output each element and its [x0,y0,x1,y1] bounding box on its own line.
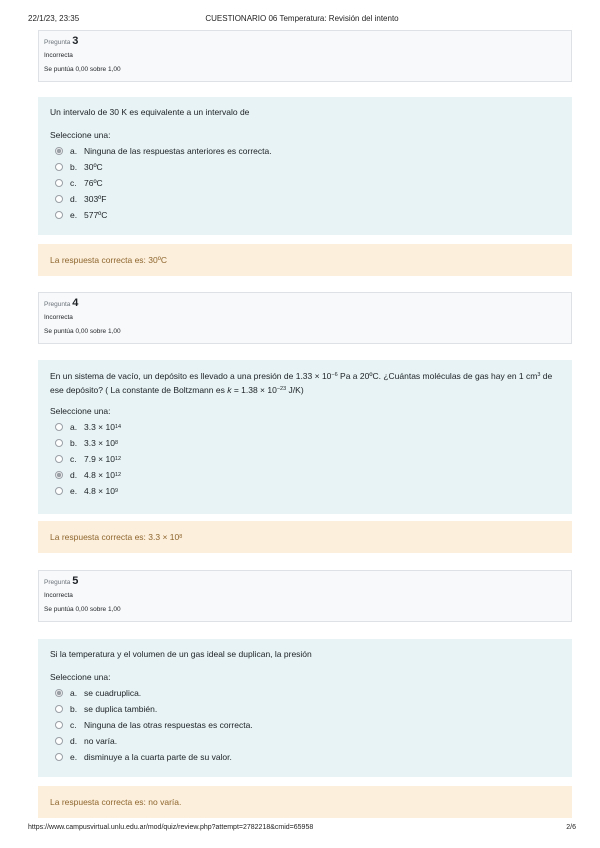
page-number: 2/6 [566,824,576,831]
print-title: CUESTIONARIO 06 Temperatura: Revisión del intento [205,14,399,23]
page-url: https://www.campusvirtual.unlu.edu.ar/mod/quiz/review.php?attempt=2782218&cmid=65958 [28,824,314,831]
answer-option-a[interactable]: a. 3.3 × 10 14 [50,419,560,435]
question-label: Pregunta [44,39,71,46]
answer-option-c[interactable]: c. Ninguna de las otras respuestas es correcta. [50,717,560,733]
answer-option-c[interactable]: c. 76ºC [50,175,560,191]
question-grade: Se puntúa 0,00 sobre 1,00 [44,66,121,73]
answer-option-d[interactable]: d. no varía. [50,733,560,749]
answer-option-a[interactable]: a. Ninguna de las respuestas anteriores es correcta. [50,143,560,159]
answer-option-d[interactable]: d. 4.8 × 10 12 [50,467,560,483]
question-label: Pregunta [44,579,71,586]
question-4-info [38,292,572,344]
answer-option-b[interactable]: b. 3.3 × 10 8 [50,435,560,451]
question-state: Incorrecta [44,592,73,599]
print-header [28,14,576,26]
question-number [44,36,566,47]
radio-icon[interactable] [55,147,63,155]
answer-option-e[interactable]: e. 577ºC [50,207,560,223]
answer-list [50,685,560,765]
print-date: 22/1/23, 23:35 [28,14,80,23]
radio-icon[interactable] [55,721,63,729]
question-text: Un intervalo de 30 K es equivalente a un intervalo de [50,107,250,117]
answer-option-b[interactable]: b. 30ºC [50,159,560,175]
radio-icon[interactable] [55,439,63,447]
radio-icon[interactable] [55,737,63,745]
question-4-formulation [38,360,572,514]
answer-prompt: Seleccione una: [50,130,111,140]
question-3-info [38,30,572,82]
radio-icon[interactable] [55,179,63,187]
radio-icon[interactable] [55,753,63,761]
question-number [44,576,566,587]
question-number-value: 3 [72,35,79,47]
radio-icon[interactable] [55,423,63,431]
radio-icon[interactable] [55,195,63,203]
print-footer [28,824,576,836]
radio-icon[interactable] [55,471,63,479]
answer-option-b[interactable]: b. se duplica también. [50,701,560,717]
question-3-feedback: La respuesta correcta es: 30ºC [38,244,572,276]
question-state: Incorrecta [44,52,73,59]
radio-icon[interactable] [55,705,63,713]
question-grade: Se puntúa 0,00 sobre 1,00 [44,606,121,613]
question-3-formulation [38,97,572,235]
question-4-feedback: La respuesta correcta es: 3.3 × 10 8 [38,521,572,553]
radio-icon[interactable] [55,487,63,495]
answer-prompt: Seleccione una: [50,672,111,682]
answer-option-a[interactable]: a. se cuadruplica. [50,685,560,701]
question-number-value: 5 [72,575,79,587]
question-5-formulation [38,639,572,777]
question-state: Incorrecta [44,314,73,321]
answer-option-d[interactable]: d. 303ºF [50,191,560,207]
answer-option-e[interactable]: e. disminuye a la cuarta parte de su valor. [50,749,560,765]
question-label: Pregunta [44,301,71,308]
radio-icon[interactable] [55,689,63,697]
radio-icon[interactable] [55,211,63,219]
answer-list [50,419,560,499]
answer-prompt: Seleccione una: [50,406,111,416]
question-5-info [38,570,572,622]
answer-option-c[interactable]: c. 7.9 × 10 12 [50,451,560,467]
question-5-feedback: La respuesta correcta es: no varía. [38,786,572,818]
answer-option-e[interactable]: e. 4.8 × 10 9 [50,483,560,499]
question-text: En un sistema de vacío, un depósito es llevado a una presión de $1.33 \times 10^{-6}$ Pa a 20ºC. ¿Cuántas moléculas de gas hay en 1 $cm^3$ de ese depósito? ( La constante de Boltzmann es $k = 1.38 \times 10^{-23}$ J/K) [50,371,553,395]
radio-icon[interactable] [55,163,63,171]
question-number [44,298,566,309]
answer-list [50,143,560,223]
radio-icon[interactable] [55,455,63,463]
question-number-value: 4 [72,297,79,309]
question-grade: Se puntúa 0,00 sobre 1,00 [44,328,121,335]
question-text: Si la temperatura y el volumen de un gas ideal se duplican, la presión [50,649,312,659]
